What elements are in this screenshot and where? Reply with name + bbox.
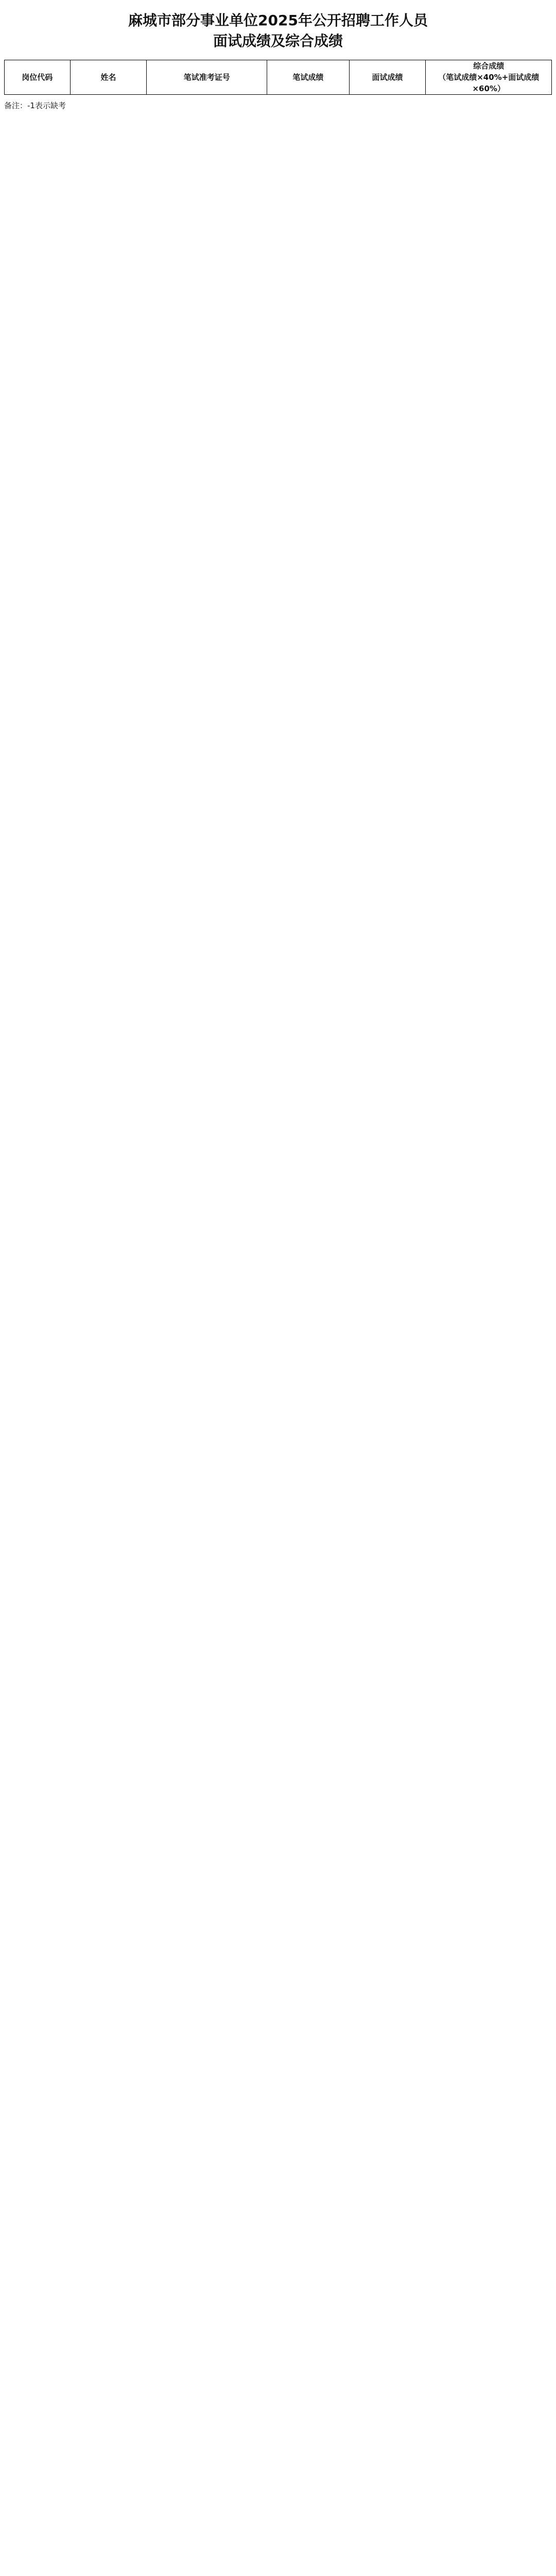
header-ticket: 笔试准考证号 [147, 60, 267, 95]
header-total-line-1: 综合成绩 [473, 61, 505, 71]
document-title [4, 10, 552, 52]
header-total-line-2: （笔试成绩×40%+面试成绩×60%） [438, 73, 540, 93]
header-name: 姓名 [70, 60, 147, 95]
footnote: 备注：-1表示缺考 [4, 101, 66, 110]
title-line-1: 麻城市部分事业单位2025年公开招聘工作人员 [128, 12, 428, 29]
header-interview-score: 面试成绩 [349, 60, 426, 95]
header-total-score [426, 60, 552, 95]
header-post-code: 岗位代码 [5, 60, 71, 95]
header-written-score: 笔试成绩 [267, 60, 349, 95]
page [0, 0, 556, 123]
score-table [4, 60, 552, 95]
table-header [5, 60, 552, 95]
title-line-2: 面试成绩及综合成绩 [213, 32, 343, 49]
header-row [5, 60, 552, 95]
